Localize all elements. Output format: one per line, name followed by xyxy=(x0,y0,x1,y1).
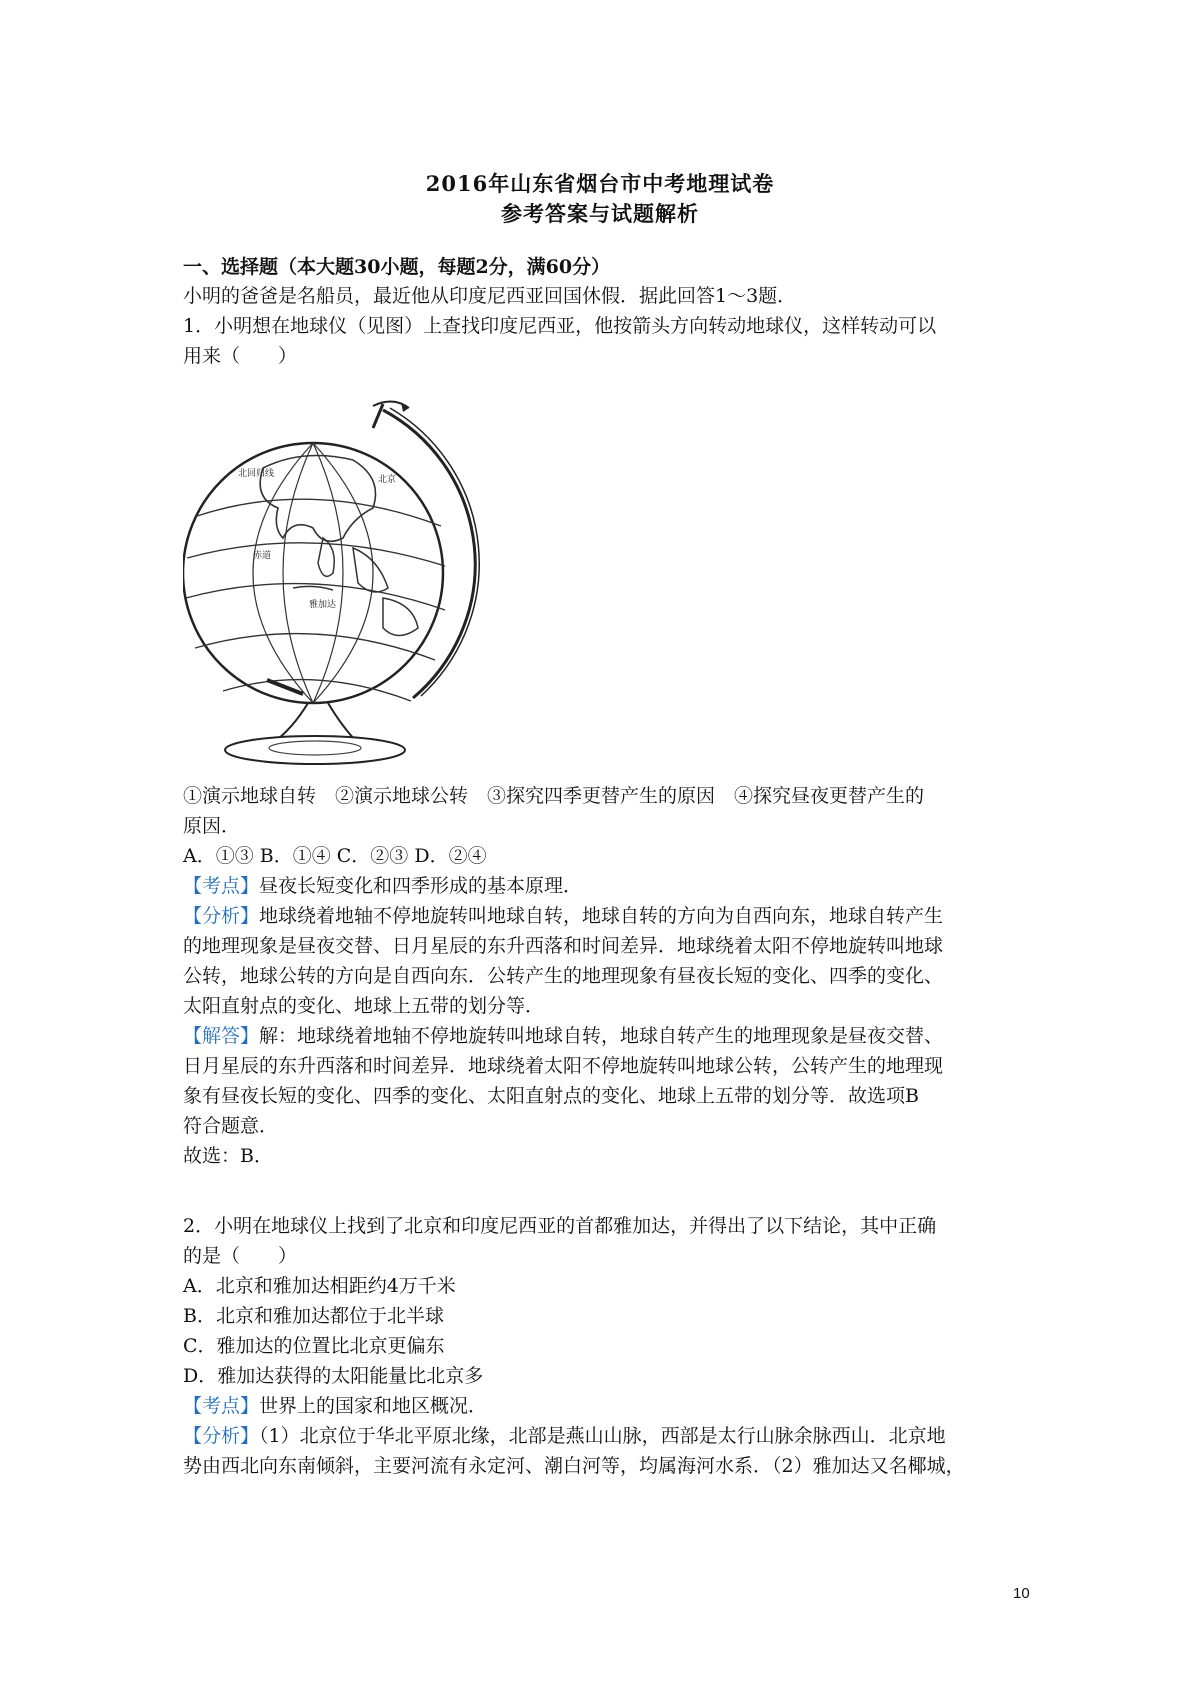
q1-stem-line2: 用来（ ） xyxy=(183,345,298,367)
page-subtitle: 参考答案与试题解析 xyxy=(501,201,699,226)
q2-fenxi-line1 xyxy=(183,1422,1033,1450)
q1-fenxi-line3: 公转，地球公转的方向是自西向东．公转产生的地理现象有昼夜长短的变化、四季的变化、 xyxy=(183,965,944,987)
label-equator: 赤道 xyxy=(253,551,272,561)
q1-statements-line2: 原因． xyxy=(183,815,241,837)
page-title: 2016年山东省烟台市中考地理试卷 xyxy=(425,171,775,196)
label-tropic: 北回归线 xyxy=(238,469,275,479)
globe-drawing xyxy=(183,398,513,776)
q2-kaodian xyxy=(183,1392,1033,1420)
label-beijing: 北京 xyxy=(378,475,397,485)
kaodian-tag: 【考点】 xyxy=(183,875,260,897)
q2-option-a: A．北京和雅加达相距约4万千米 xyxy=(183,1275,456,1297)
q1-stem-line1: 1．小明想在地球仪（见图）上查找印度尼西亚，他按箭头方向转动地球仪，这样转动可以 xyxy=(183,315,937,337)
page-number: 10 xyxy=(1013,1585,1030,1602)
kaodian-tag: 【考点】 xyxy=(183,1395,260,1417)
q1-kaodian xyxy=(183,872,1033,900)
q1-fenxi-line1 xyxy=(183,902,1033,930)
fenxi-tag: 【分析】 xyxy=(183,905,260,927)
q2-option-b: B．北京和雅加达都位于北半球 xyxy=(183,1305,444,1327)
fenxi-tag: 【分析】 xyxy=(183,1425,260,1447)
section-heading: 一、选择题（本大题30小题，每题2分，满60分） xyxy=(183,256,611,278)
q2-stem-line1: 2．小明在地球仪上找到了北京和印度尼西亚的首都雅加达，并得出了以下结论，其中正确 xyxy=(183,1215,937,1237)
q1-fenxi-line2: 的地理现象是昼夜交替、日月星辰的东升西落和时间差异．地球绕着太阳不停地旋转叫地球 xyxy=(183,935,944,957)
q2-option-c: C．雅加达的位置比北京更偏东 xyxy=(183,1335,445,1357)
fenxi-text: （1）北京位于华北平原北缘，北部是燕山山脉，西部是太行山脉余脉西山．北京地 xyxy=(259,1425,946,1447)
q1-statements-line1: ①演示地球自转 ②演示地球公转 ③探究四季更替产生的原因 ④探究昼夜更替产生的 xyxy=(183,785,925,807)
kaodian-text: 昼夜长短变化和四季形成的基本原理． xyxy=(259,875,583,897)
q1-jieda-line2: 日月星辰的东升西落和时间差异．地球绕着太阳不停地旋转叫地球公转，公转产生的地理现 xyxy=(183,1055,944,1077)
q1-fenxi-line4: 太阳直射点的变化、地球上五带的划分等． xyxy=(183,995,545,1017)
q2-option-d: D．雅加达获得的太阳能量比北京多 xyxy=(183,1365,484,1387)
q1-jieda-line4: 符合题意． xyxy=(183,1115,279,1137)
q1-options: A．①③ B．①④ C．②③ D．②④ xyxy=(183,845,487,867)
jieda-tag: 【解答】 xyxy=(183,1025,260,1047)
label-jakarta: 雅加达 xyxy=(309,600,337,610)
q2-fenxi-line2: 势由西北向东南倾斜，主要河流有永定河、潮白河等，均属海河水系．（2）雅加达又名椰城， xyxy=(183,1455,965,1477)
intro-text: 小明的爸爸是名船员，最近他从印度尼西亚回国休假．据此回答1～3题． xyxy=(183,285,797,307)
q1-answer: 故选：B． xyxy=(183,1145,273,1167)
globe-figure xyxy=(183,398,513,776)
q2-stem-line2: 的是（ ） xyxy=(183,1245,298,1267)
jieda-text: 解：地球绕着地轴不停地旋转叫地球自转，地球自转产生的地理现象是昼夜交替、 xyxy=(259,1025,944,1047)
kaodian-text: 世界上的国家和地区概况． xyxy=(259,1395,488,1417)
q1-jieda-line1 xyxy=(183,1022,1033,1050)
q1-jieda-line3: 象有昼夜长短的变化、四季的变化、太阳直射点的变化、地球上五带的划分等．故选项B xyxy=(183,1085,919,1107)
fenxi-text: 地球绕着地轴不停地旋转叫地球自转，地球自转的方向为自西向东，地球自转产生 xyxy=(259,905,944,927)
